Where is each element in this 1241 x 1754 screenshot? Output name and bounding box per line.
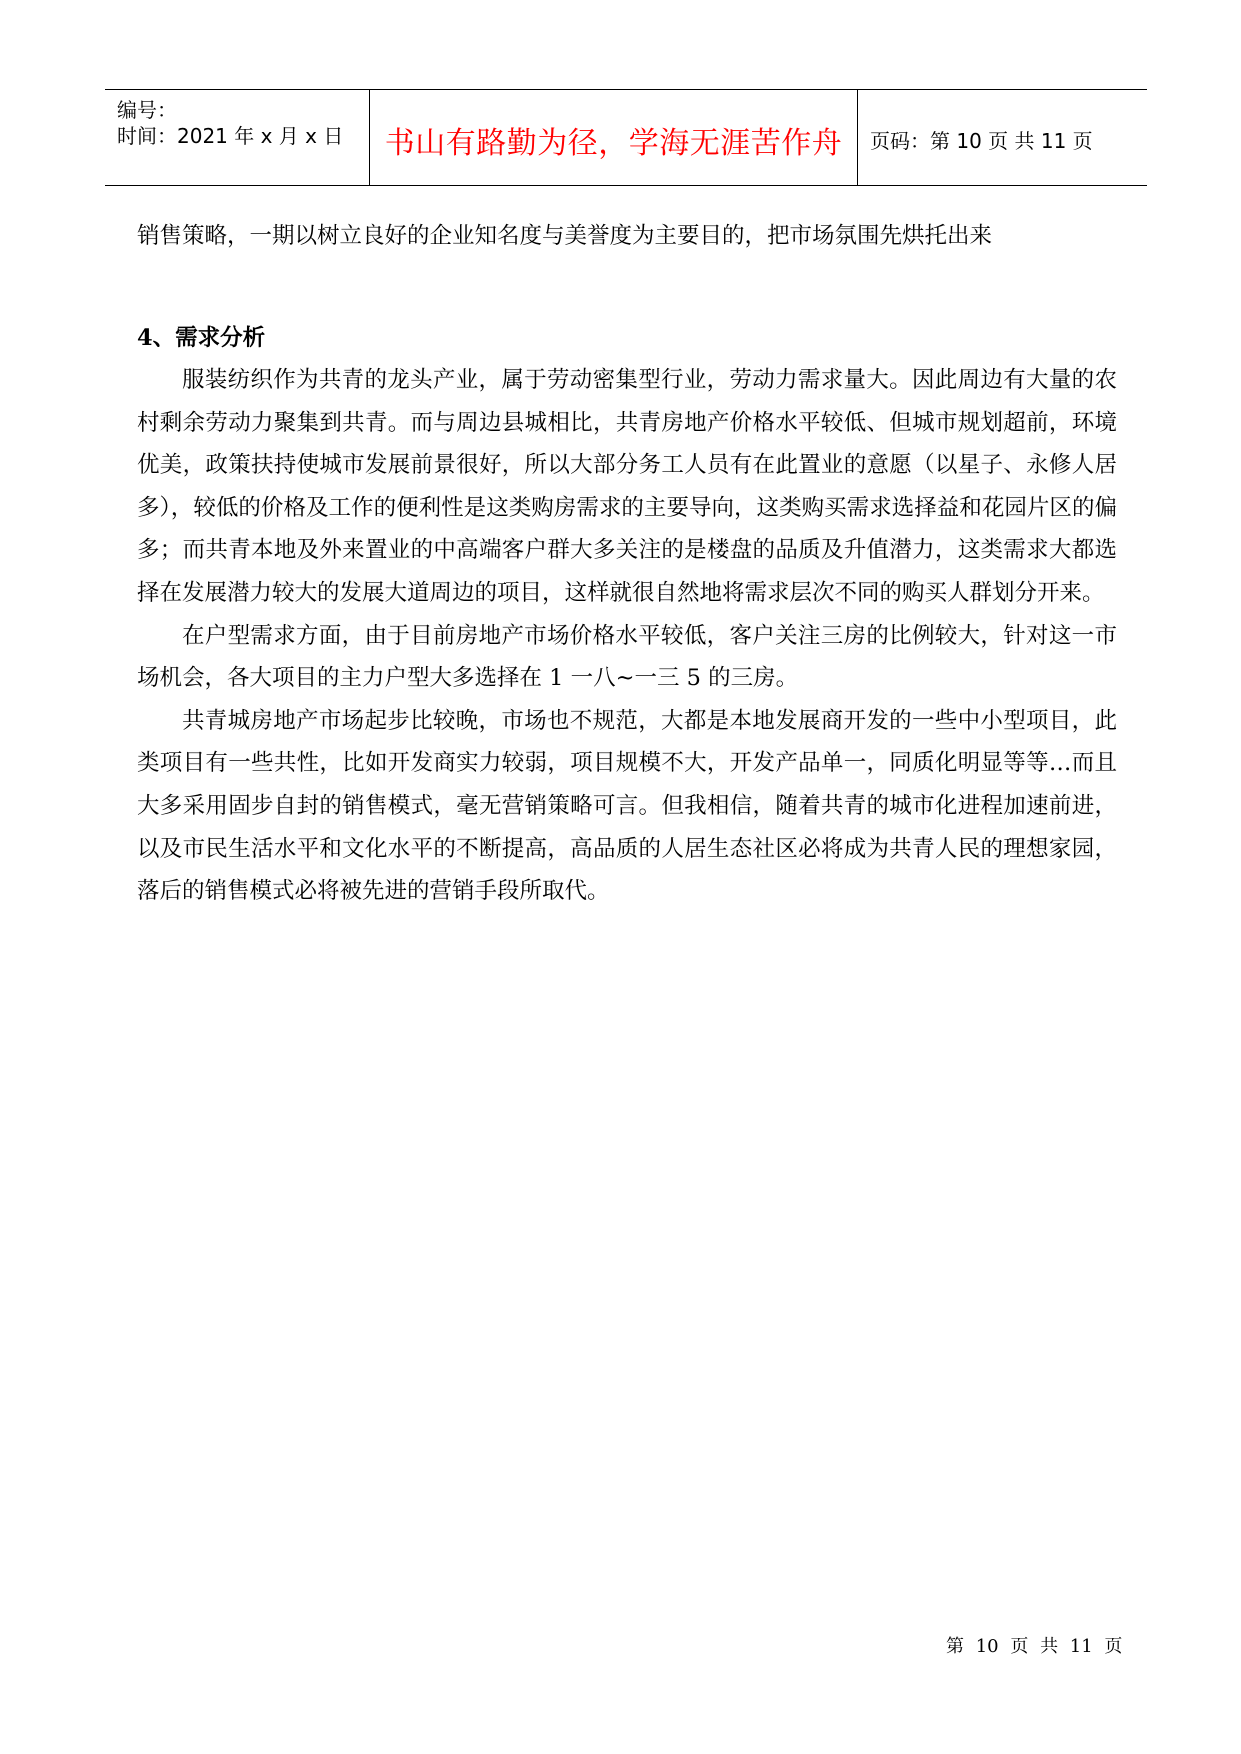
paragraph: 共青城房地产市场起步比较晚，市场也不规范，大都是本地发展商开发的一些中小型项目，此类项目有一些共性，比如开发商实力较弱，项目规模不大，开发产品单一，同质化明显等等…而且大多采用固步自封的销售模式，毫无营销策略可言。但我相信，随着共青的城市化进程加速前进，以及市民生活水平和文化水平的不断提高，高品质的人居生态社区必将成为共青人民的理想家园，落后的销售模式必将被先进的营销手段所取代。 <box>137 707 1117 905</box>
paragraph: 服装纺织作为共青的龙头产业，属于劳动密集型行业，劳动力需求量大。因此周边有大量的农村剩余劳动力聚集到共青。而与周边县城相比，共青房地产价格水平较低、但城市规划超前，环境优美，政策扶持使城市发展前景很好，所以大部分务工人员有在此置业的意愿（以星子、永修人居多），较低的价格及工作的便利性是这类购房需求的主要导向，这类购买需求选择益和花园片区的偏多；而共青本地及外来置业的中高端客户群大多关注的是楼盘的品质及升值潜力，这类需求大都选择在发展潜力较大的发展大道周边的项目，这样就很自然地将需求层次不同的购买人群划分开来。 <box>137 367 1117 606</box>
body-text <box>137 359 1117 913</box>
header-motto: 书山有路勤为径，学海无涯苦作舟 <box>384 126 843 161</box>
document-header <box>105 89 1147 186</box>
header-page-cell <box>858 90 1147 185</box>
page-footer: 第 10 页 共 11 页 <box>946 1636 1123 1657</box>
section-heading: 4、需求分析 <box>137 325 266 351</box>
paragraph: 在户型需求方面，由于目前房地产市场价格水平较低，客户关注三房的比例较大，针对这一市场机会，各大项目的主力户型大多选择在 1 一八~一三 5 的三房。 <box>137 622 1117 692</box>
document-code-label: 编号： <box>117 98 177 122</box>
lead-line: 销售策略，一期以树立良好的企业知名度与美誉度为主要目的，把市场氛围先烘托出来 <box>137 223 993 249</box>
header-motto-cell <box>369 90 858 185</box>
document-time-label: 时间：2021 年 x 月 x 日 <box>117 124 344 148</box>
header-meta-cell <box>105 90 369 185</box>
header-page-info: 页码：第 10 页 共 11 页 <box>870 129 1093 153</box>
